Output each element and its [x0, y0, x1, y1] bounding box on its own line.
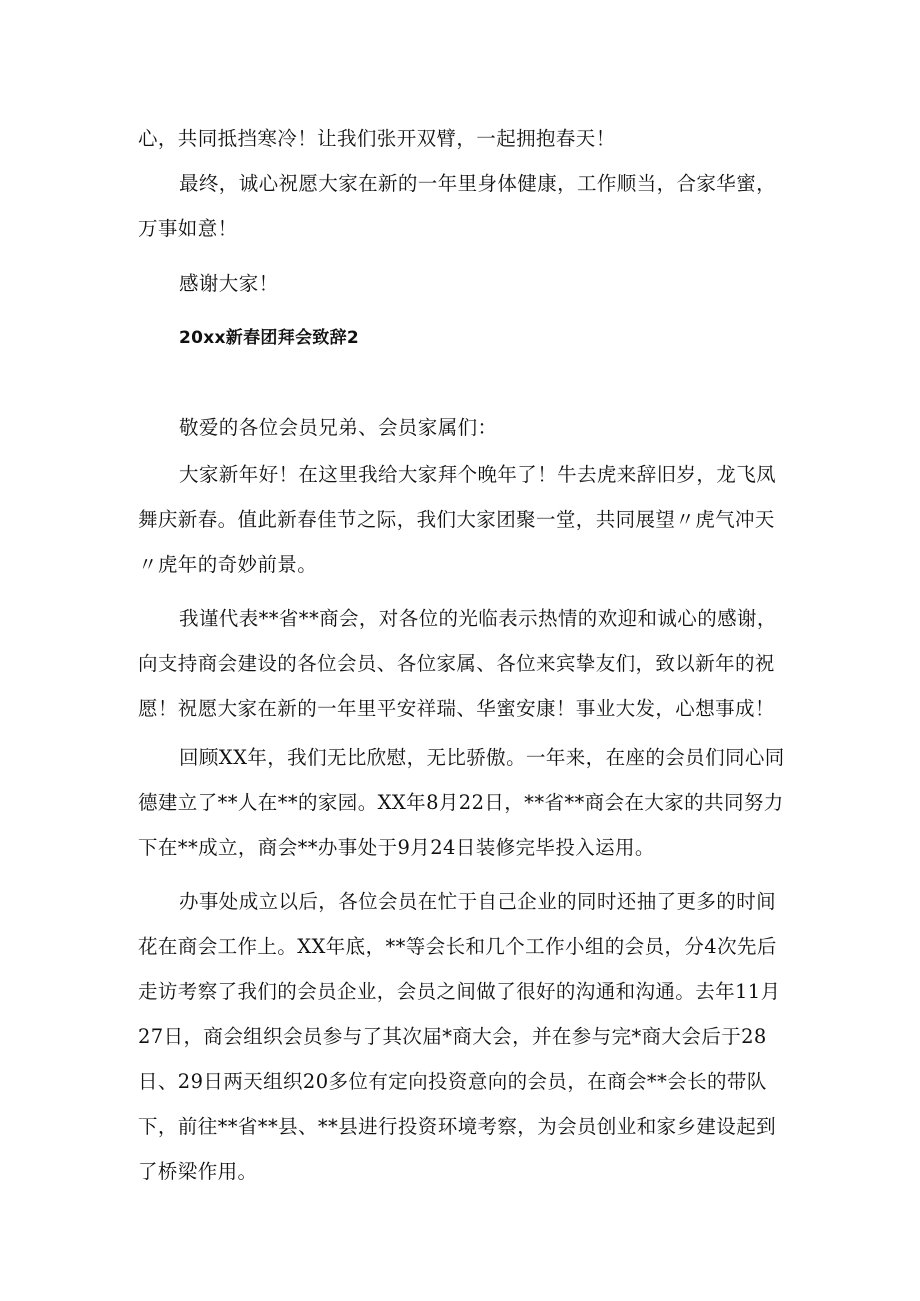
paragraph-salutation: 敬爱的各位会员兄弟、会员家属们：: [179, 416, 498, 439]
paragraph-representative-thanks: 我谨代表**省**商会，对各位的光临表示热情的欢迎和诚心的感谢，向支持商会建设的各位会员、各位家属、各位来宾挚友们，致以新年的祝愿！祝愿大家在新的一年里平安祥瑞、华蜜安康！事业大发，心想事成！: [138, 607, 777, 720]
paragraph-closing-line: 心，共同抵挡寒冷！让我们张开双臂，一起拥抱春天！: [138, 127, 616, 150]
paragraph-thanks: 感谢大家！: [179, 272, 279, 295]
paragraph-new-year-greeting: 大家新年好！在这里我给大家拜个晚年了！牛去虎来辞旧岁，龙飞凤舞庆新春。值此新春佳节之际，我们大家团聚一堂，共同展望〃虎气冲天〃虎年的奇妙前景。: [138, 463, 777, 576]
section-heading: 20xx新春团拜会致辞2: [179, 328, 360, 348]
paragraph-year-review: 回顾XX年，我们无比欣慰，无比骄傲。一年来，在座的会员们同心同德建立了**人在**的家园。XX年8月22日，**省**商会在大家的共同努力下在**成立，商会**办事处于9月24日装修完毕投入运用。: [138, 746, 785, 859]
paragraph-office-work: 办事处成立以后，各位会员在忙于自己企业的同时还抽了更多的时间花在商会工作上。XX年底，**等会长和几个工作小组的会员，分4次先后走访考察了我们的会员企业，会员之间做了很好的沟通和沟通。去年11月27日，商会组织会员参与了其次届*商大会，并在参与完*商大会后于28日、29日两天组织20多位有定向投资意向的会员，在商会**会长的带队下，前往**省**县、**县进行投资环境考察，为会员创业和家乡建设起到了桥梁作用。: [138, 890, 781, 1183]
paragraph-final-wishes: 最终，诚心祝愿大家在新的一年里身体健康，工作顺当，合家华蜜，万事如意！: [138, 172, 777, 240]
